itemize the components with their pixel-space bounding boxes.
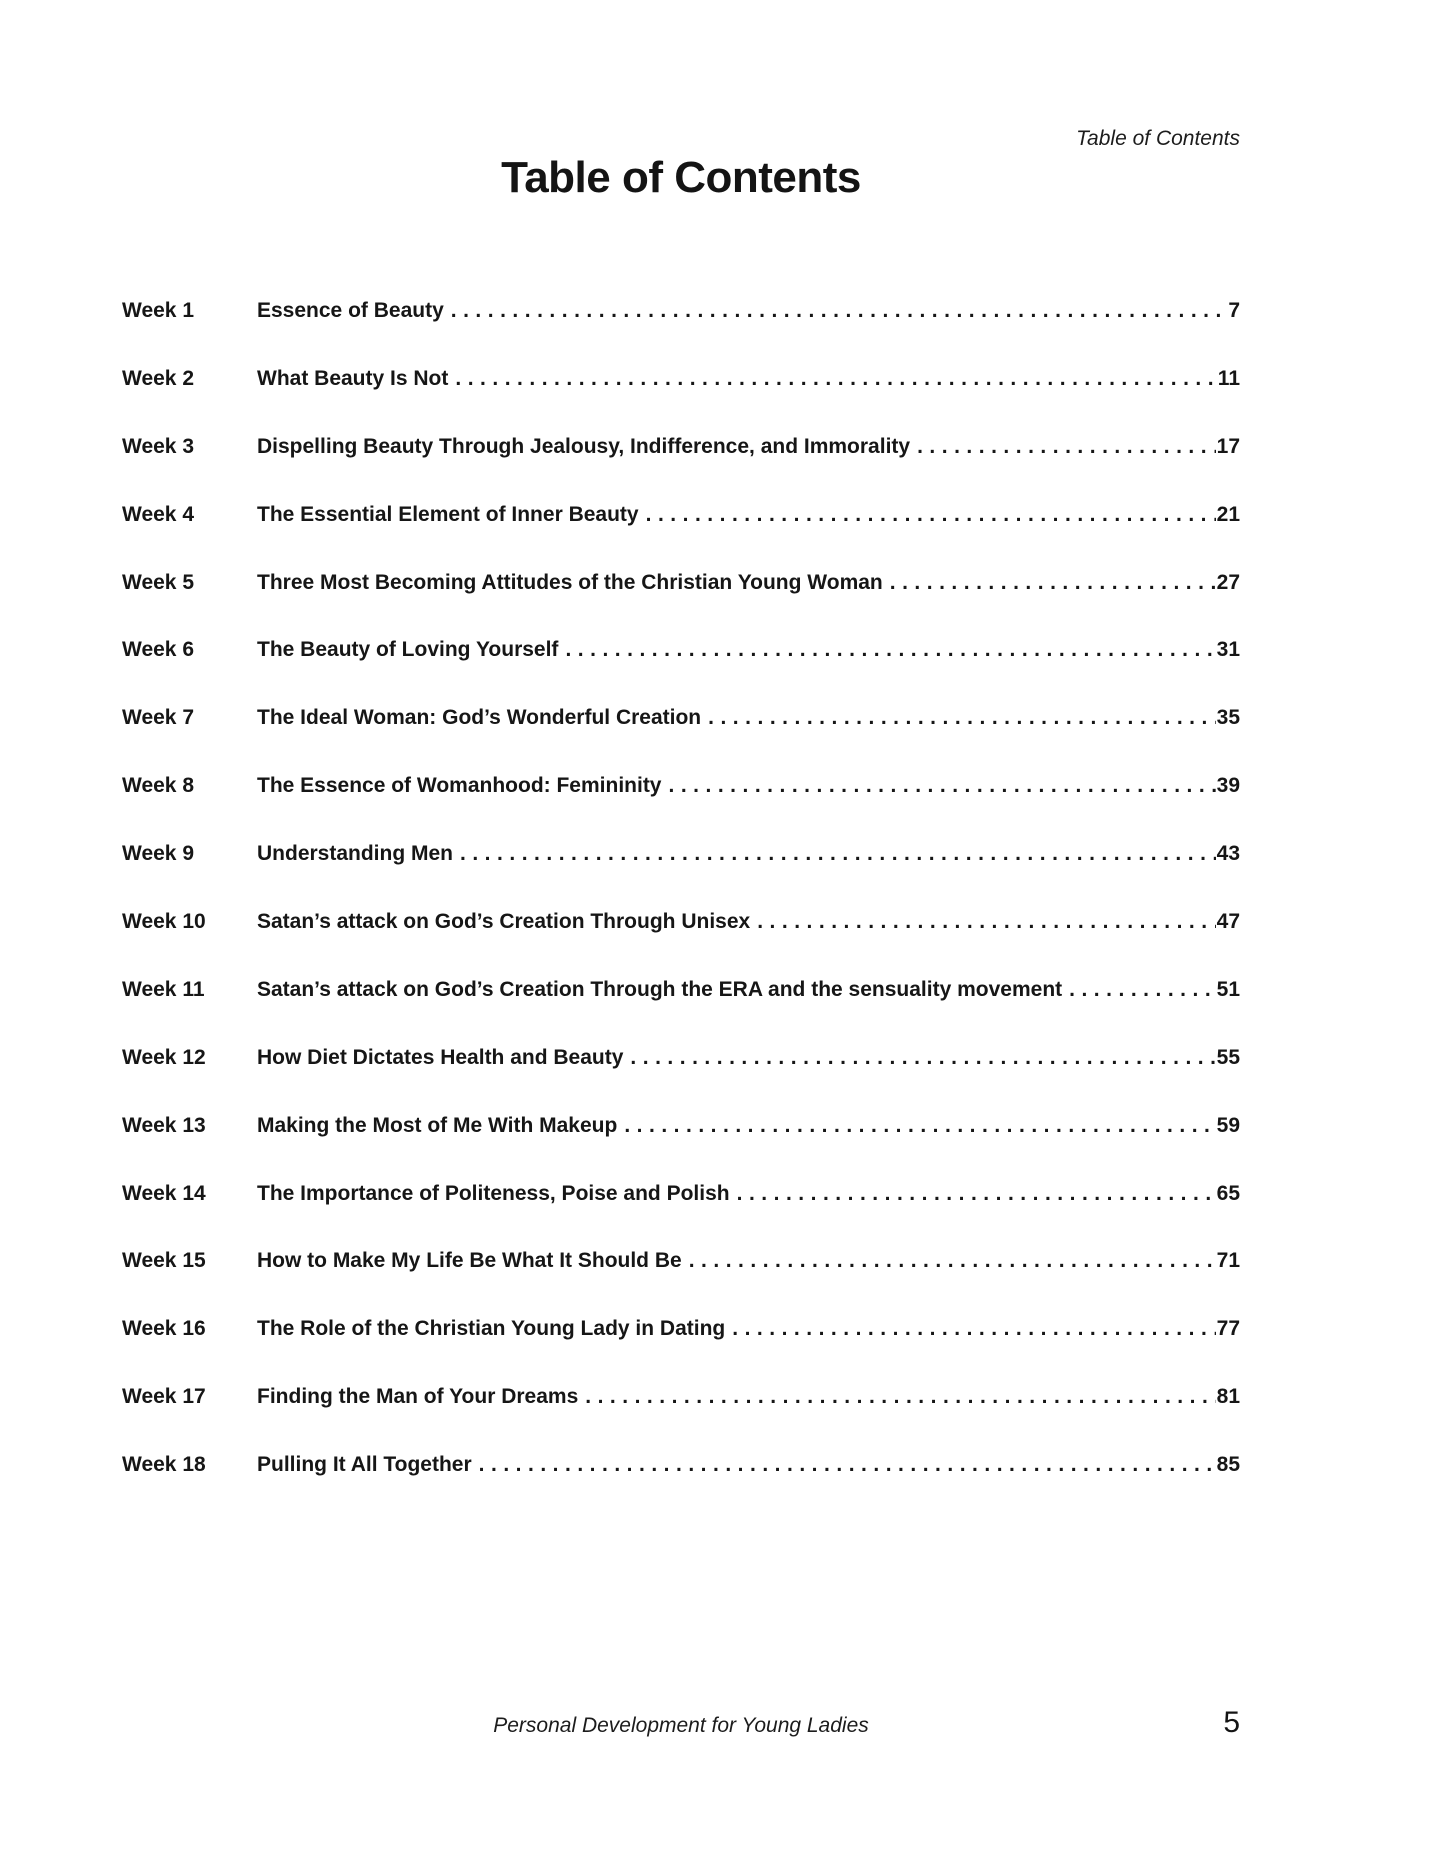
toc-entry-title: How Diet Dictates Health and Beauty	[257, 1045, 624, 1069]
toc-week-label: Week 8	[122, 774, 194, 798]
toc-row	[122, 502, 1240, 570]
dot-leader	[890, 570, 1216, 596]
toc-row	[122, 570, 1240, 638]
toc-page-number: 55	[1216, 1045, 1240, 1069]
toc-page-number: 71	[1216, 1249, 1240, 1273]
toc-page-number: 51	[1216, 977, 1240, 1001]
toc-entry-title: Understanding Men	[257, 842, 454, 866]
toc-entry-title: Pulling It All Together	[257, 1453, 472, 1477]
toc-week-label: Week 18	[122, 1453, 206, 1477]
dot-leader	[585, 1384, 1215, 1410]
toc-entry-title: Dispelling Beauty Through Jealousy, Indifference, and Immorality	[257, 434, 911, 458]
dot-leader	[455, 366, 1216, 392]
toc-page-number: 17	[1216, 434, 1240, 458]
toc-page-number: 47	[1216, 910, 1240, 934]
toc-entry-title: The Beauty of Loving Yourself	[257, 638, 559, 662]
dot-leader	[1069, 977, 1216, 1003]
toc-row	[122, 841, 1240, 909]
dot-leader	[624, 1113, 1215, 1139]
footer-page-number: 5	[1223, 1706, 1240, 1739]
page-title: Table of Contents	[501, 153, 861, 202]
toc-week-label: Week 2	[122, 366, 194, 390]
toc-page-number: 7	[1228, 299, 1240, 322]
toc-week-label: Week 15	[122, 1249, 206, 1273]
toc-row	[122, 705, 1240, 773]
toc-week-label: Week 17	[122, 1385, 206, 1409]
table-of-contents-list	[122, 298, 1240, 1520]
dot-leader	[708, 705, 1216, 731]
toc-page-number: 21	[1216, 502, 1240, 526]
toc-entry-title: Finding the Man of Your Dreams	[257, 1385, 579, 1409]
toc-entry-title: The Essential Element of Inner Beauty	[257, 502, 639, 526]
toc-week-label: Week 6	[122, 638, 194, 662]
toc-week-label: Week 12	[122, 1045, 206, 1069]
toc-entry-title: Essence of Beauty	[257, 299, 444, 322]
toc-row	[122, 1248, 1240, 1316]
toc-entry-title: The Ideal Woman: God’s Wonderful Creation	[257, 706, 702, 730]
dot-leader	[630, 1045, 1215, 1071]
toc-page-number: 11	[1217, 366, 1240, 390]
footer-right-area	[869, 1708, 1240, 1738]
toc-row	[122, 1113, 1240, 1181]
toc-page-number: 59	[1216, 1113, 1240, 1137]
toc-week-label: Week 14	[122, 1181, 206, 1205]
toc-entry-title: Making the Most of Me With Makeup	[257, 1113, 618, 1137]
toc-page-number: 85	[1216, 1453, 1240, 1477]
toc-page-number: 77	[1216, 1317, 1240, 1341]
toc-week-label: Week 7	[122, 706, 194, 730]
toc-week-label: Week 16	[122, 1317, 206, 1341]
toc-week-label: Week 13	[122, 1113, 206, 1137]
dot-leader	[757, 909, 1215, 935]
toc-entry-title: How to Make My Life Be What It Should Be	[257, 1249, 682, 1273]
dot-leader	[917, 434, 1216, 460]
toc-entry-title: What Beauty Is Not	[257, 366, 449, 390]
toc-week-label: Week 5	[122, 570, 194, 594]
toc-week-label: Week 1	[122, 299, 194, 322]
toc-page-number: 81	[1216, 1385, 1240, 1409]
toc-week-label: Week 10	[122, 910, 206, 934]
toc-page-number: 43	[1216, 842, 1240, 866]
toc-row	[122, 1452, 1240, 1520]
dot-leader	[732, 1316, 1215, 1342]
toc-week-label: Week 11	[122, 977, 205, 1001]
footer-book-title: Personal Development for Young Ladies	[493, 1714, 869, 1737]
page-footer	[122, 1708, 1240, 1739]
toc-page-number: 31	[1216, 638, 1240, 662]
toc-row	[122, 1045, 1240, 1113]
toc-page-number: 39	[1216, 774, 1240, 798]
toc-row	[122, 1316, 1240, 1384]
toc-week-label: Week 3	[122, 434, 194, 458]
toc-page-number: 27	[1216, 570, 1240, 594]
dot-leader	[565, 637, 1215, 663]
toc-page-number: 65	[1216, 1181, 1240, 1205]
toc-entry-title: Satan’s attack on God’s Creation Through the ERA and the sensuality movement	[257, 977, 1063, 1001]
dot-leader	[737, 1181, 1216, 1207]
running-header: Table of Contents	[1076, 127, 1240, 150]
toc-row	[122, 909, 1240, 977]
toc-row	[122, 298, 1240, 366]
toc-row	[122, 366, 1240, 434]
toc-row	[122, 773, 1240, 841]
toc-entry-title: The Importance of Politeness, Poise and Polish	[257, 1181, 730, 1205]
dot-leader	[646, 502, 1216, 528]
toc-entry-title: Satan’s attack on God’s Creation Through Unisex	[257, 910, 751, 934]
dot-leader	[451, 298, 1228, 324]
toc-week-label: Week 4	[122, 502, 194, 526]
toc-row	[122, 434, 1240, 502]
toc-week-label: Week 9	[122, 842, 194, 866]
toc-row	[122, 637, 1240, 705]
toc-entry-title: The Essence of Womanhood: Femininity	[257, 774, 662, 798]
toc-entry-title: Three Most Becoming Attitudes of the Christian Young Woman	[257, 570, 883, 594]
toc-row	[122, 1181, 1240, 1249]
dot-leader	[479, 1452, 1216, 1478]
dot-leader	[669, 773, 1216, 799]
toc-row	[122, 1384, 1240, 1452]
toc-entry-title: The Role of the Christian Young Lady in Dating	[257, 1317, 726, 1341]
toc-row	[122, 977, 1240, 1045]
dot-leader	[460, 841, 1216, 867]
toc-page-number: 35	[1216, 706, 1240, 730]
dot-leader	[689, 1248, 1216, 1274]
